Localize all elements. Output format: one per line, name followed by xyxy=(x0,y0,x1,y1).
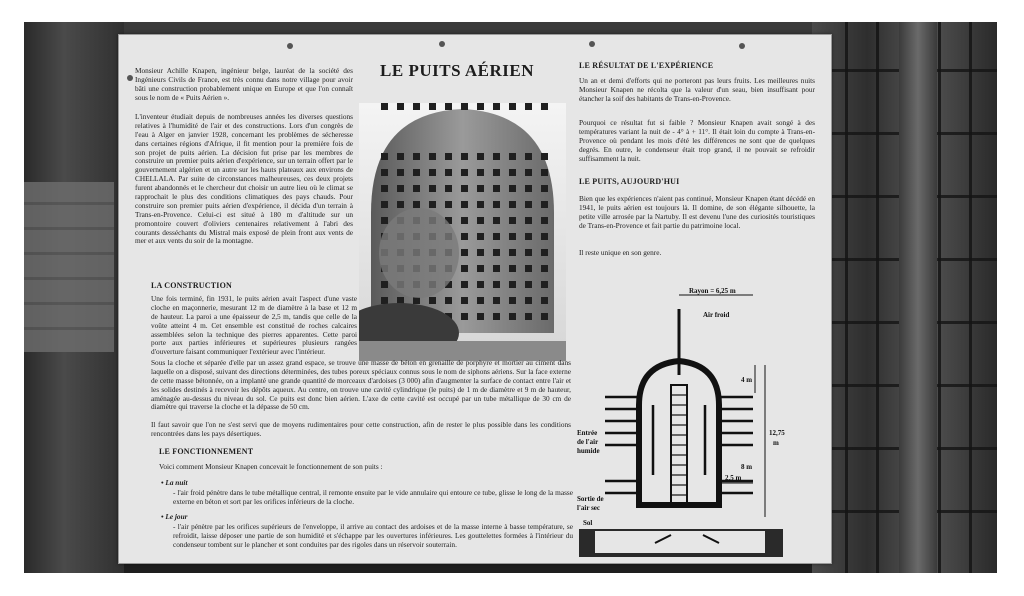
nuit-text: - l'air froid pénètre dans le tube métallique central, il remonte ensuite par le vide annulaire qui entoure ce tube, glisse le long de la masse externe en béton et sort par les orifices inférieurs de la cloche. xyxy=(173,488,573,506)
entree-label-3: humide xyxy=(577,447,600,455)
dim-8m-label: 8 m xyxy=(741,463,753,471)
sol-label: Sol xyxy=(583,519,593,527)
construction-text-2: Sous la cloche et séparée d'elle par un assez grand espace, se trouve une masse de béton en grenaille de porphyre et mortier au ciment dans laquelle on a disposé, suivant des directions déterminées, des tubes poreux spéciaux connus sous le nom de siphons aériens. Sur la face externe de cette masse bétonnée, on a implanté une grande quantité de morceaux d'ardoises (3 000) afin d'augmenter la surface de contact entre l'air et les solides destinés à recevoir les dépôts aqueux. Au centre, on trouve une cavité cylindrique (le puits) de 1 m de diamètre et 9 m de hauteur, aménagée au-dessus du niveau du sol. Ce puits est donc bien aérien. L'axe de cette cavité est occupé par un tube métallique de 30 cm de diamètre qui traverse la cloche et la dépasse de 50 cm. xyxy=(151,358,571,412)
photo xyxy=(24,22,997,573)
tower-photo xyxy=(359,103,566,361)
screw xyxy=(127,75,133,81)
aujourdhui-heading: LE PUITS, AUJOURD'HUI xyxy=(579,177,680,186)
reservoir xyxy=(595,531,765,553)
construction-heading: LA CONSTRUCTION xyxy=(151,281,233,290)
stone-wall xyxy=(24,182,114,352)
fonctionnement-heading: LE FONCTIONNEMENT xyxy=(159,447,254,456)
tower-illustration xyxy=(359,103,566,361)
dim-4m-label: 4 m xyxy=(741,376,753,384)
dim-1275-label: 12,75 xyxy=(769,429,785,437)
fonctionnement-intro: Voici comment Monsieur Knapen concevait le fonctionnement de son puits : xyxy=(159,462,383,471)
metal-pole xyxy=(899,22,937,573)
rayon-label: Rayon = 6,25 m xyxy=(689,287,736,295)
jour-text: - l'air pénètre par les orifices supérieurs de l'enveloppe, il arrive au contact des ardoises et de la masse interne à basse température, se refroidit, laisse déposer une partie de son humidité et s'échappe par les ouvertures inférieures. Les gouttelettes formées à l'intérieur du condenseur tombent sur le plancher et sont conduites par des rigoles dans un réservoir souterrain. xyxy=(173,522,573,549)
screw xyxy=(739,43,745,49)
entree-label-2: de l'air xyxy=(577,438,599,446)
entree-label-1: Entrée xyxy=(577,429,598,437)
inner-ladder xyxy=(671,395,687,495)
bell-outline xyxy=(639,361,719,505)
screw xyxy=(439,41,445,47)
screw xyxy=(589,41,595,47)
construction-text-1: Une fois terminé, fin 1931, le puits aérien avait l'aspect d'une vaste cloche en maçonnerie, mesurant 12 m de diamètre à la base et 12 m de hauteur. La paroi a une épaisseur de 2,5 m, tandis que celle de la voûte atteint 4 m. Cet ensemble est constitué de roches calcaires assemblées selon la technique des pierres apparentes. Cette paroi porte aux parties inférieures et supérieures plusieurs rangées d'ouverture faisant communiquer l'extérieur avec l'intérieur. xyxy=(151,294,357,357)
history-text: L'inventeur étudiait depuis de nombreuses années les diverses questions relatives à l'humidité de l'air et des constructions. Lors d'un congrès de l'eau à Alger en janvier 1928, concernant les problèmes de sécheresse dans certaines régions d'Afrique, il fit mention pour la première fois de son projet de puits aérien. La décision fut prise par les membres de construire un premier puits aérien d'expérience, sur un terrain offert par le gouvernement algérien et un autre sur les hauts plateaux aux environs de CHELLALA. Par suite de circonstances malheureuses, ces deux projets furent abandonnés et le chercheur dut choisir un autre lieu où le climat se rapprochait le plus des conditions climatiques des pays chauds. Pour construire son premier puits aérien d'expérience, il décida d'un terrain à Trans-en-Provence. Celui-ci est situé à 180 m d'altitude sur un promontoire couvert d'oliviers centenaires relativement à l'abri des courants desséchants du Mistral mais exposé de plein front aux vents de mer et aux vents du soir de la montagne. xyxy=(135,112,353,246)
sortie-label-2: l'air sec xyxy=(577,504,601,512)
aujourdhui-text-1: Bien que les expériences n'aient pas continué, Monsieur Knapen étant décédé en 1941, le puits aérien est toujours là. Il domine, de son élégante silhouette, la petite ville arrosée par la Nartuby. Il est devenu l'une des curiosités touristiques de Trans-en-Provence et fait partie du patrimoine local. xyxy=(579,194,815,230)
jour-label: • Le jour xyxy=(161,512,188,521)
sortie-label-1: Sortie de xyxy=(577,495,604,503)
air-froid-label: Air froid xyxy=(703,311,730,319)
aujourdhui-text-2: Il reste unique en son genre. xyxy=(579,248,662,257)
resultat-text-1: Un an et demi d'efforts qui ne porteront pas leurs fruits. Les meilleures nuits Monsieur Knapen ne récolta que la valeur d'un seau, bien insuffisant pour étancher la soif des habitants de Trans-en-Provence. xyxy=(579,76,815,103)
page-title: LE PUITS AÉRIEN xyxy=(380,61,534,80)
resultat-heading: LE RÉSULTAT DE L'EXPÉRIENCE xyxy=(579,61,714,70)
resultat-text-2: Pourquoi ce résultat fut si faible ? Monsieur Knapen avait songé à des températures variant la nuit de - 4° à + 11°. Il était loin du compte à Trans-en-Provence où pendant les mois d'été les différences ne sont que de quelques degrés. En outre, le condenseur était trop grand, il ne pouvait se refroidir suffisamment la nuit. xyxy=(579,118,815,163)
intro-text: Monsieur Achille Knapen, ingénieur belge, lauréat de la société des Ingénieurs Civils de France, est très connu dans notre village pour avoir bâti une construction probablement unique en Europe et que l'on connaît sous le nom de « Puits Aérien ». xyxy=(135,66,353,102)
construction-text-3: Il faut savoir que l'on ne s'est servi que de moyens rudimentaires pour cette construction, afin de rester le plus possible dans les conditions rencontrées dans les pays désertiques. xyxy=(151,420,571,438)
screw xyxy=(287,43,293,49)
cross-section-diagram xyxy=(575,285,825,560)
dim-25m-label: 2,5 m xyxy=(725,474,742,482)
info-panel xyxy=(118,34,832,564)
dim-m-label: m xyxy=(773,439,779,447)
nuit-label: • La nuit xyxy=(161,478,188,487)
